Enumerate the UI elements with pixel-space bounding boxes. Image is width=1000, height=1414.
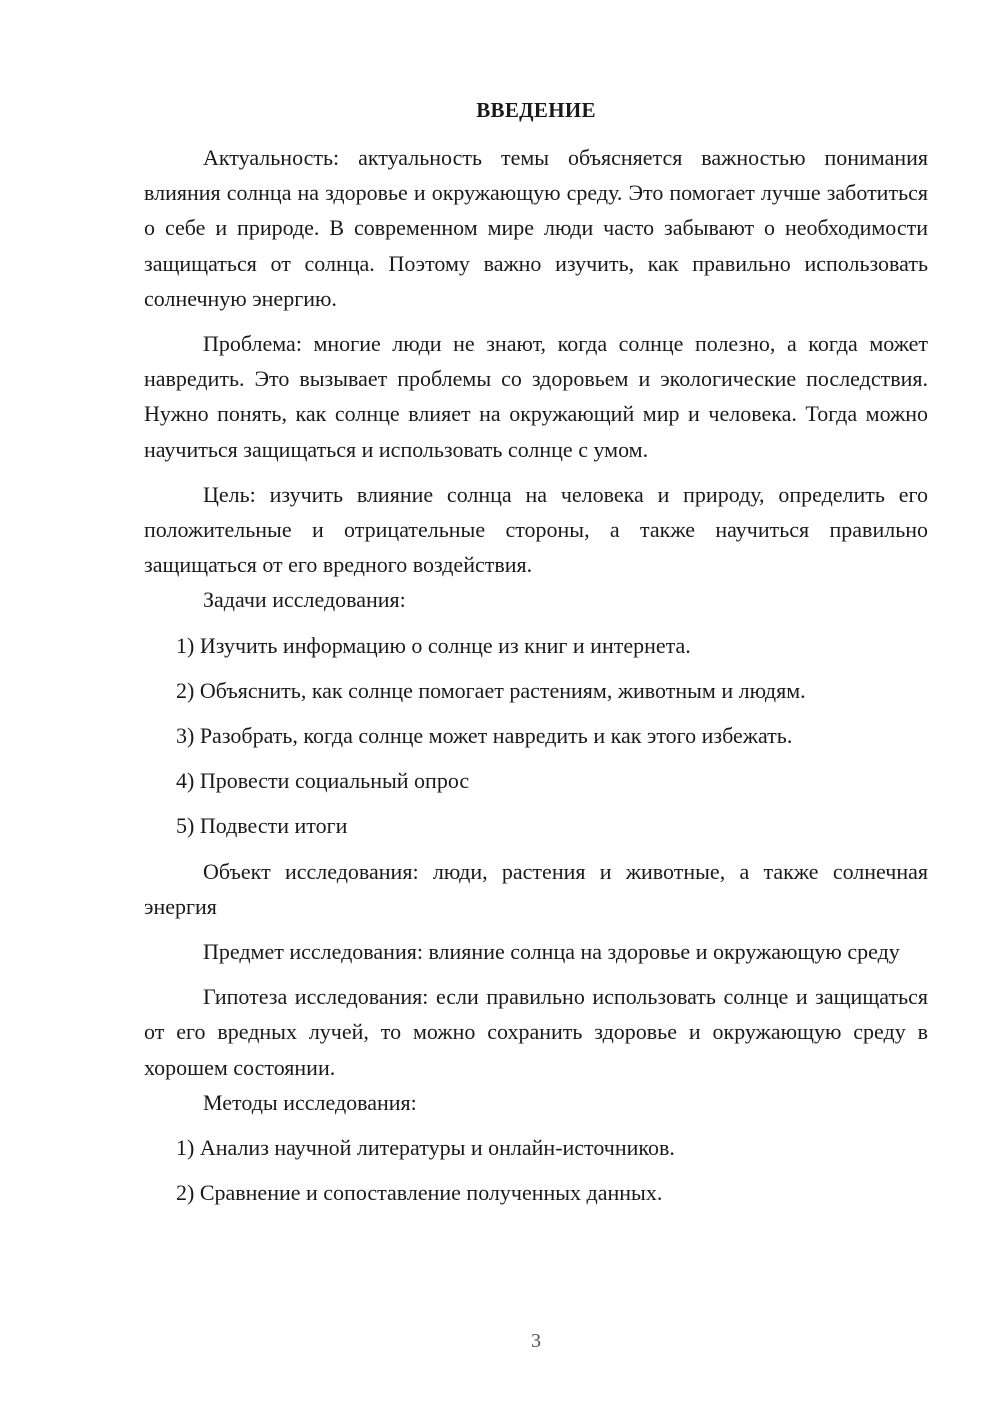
methods-label: Методы исследования: <box>203 1089 417 1115</box>
document-page <box>144 93 928 1210</box>
list-item: 1) Анализ научной литературы и онлайн-источников. <box>176 1135 675 1161</box>
page-number: 3 <box>531 1330 541 1352</box>
problem-paragraph: Проблема: многие люди не знают, когда солнце полезно, а когда может навредить. Это вызывает проблемы со здоровьем и экологические последствия. Нужно понять, как солнце влияет на окружающий мир и человека. Тогда можно научиться защищаться и использовать солнце с умом. <box>144 331 928 462</box>
list-item: 4) Провести социальный опрос <box>176 768 470 794</box>
page-title: ВВЕДЕНИЕ <box>476 98 596 122</box>
list-item: 3) Разобрать, когда солнце может навредить и как этого избежать. <box>176 723 793 749</box>
subject-paragraph: Предмет исследования: влияние солнца на здоровье и окружающую среду <box>203 939 900 965</box>
tasks-label: Задачи исследования: <box>203 587 406 613</box>
list-item: 2) Объяснить, как солнце помогает растениям, животным и людям. <box>176 677 806 703</box>
relevance-paragraph: Актуальность: актуальность темы объясняется важностью понимания влияния солнца на здоровье и окружающую среду. Это помогает лучше заботиться о себе и природе. В современном мире люди часто забывают о необходимости защищаться от солнца. Поэтому важно изучить, как правильно использовать солнечную энергию. <box>144 145 928 311</box>
list-item: 1) Изучить информацию о солнце из книг и интернета. <box>176 632 691 658</box>
object-paragraph: Объект исследования: люди, растения и животные, а также солнечная энергия <box>144 858 928 919</box>
list-item: 2) Сравнение и сопоставление полученных данных. <box>176 1180 663 1206</box>
tasks-list <box>144 628 928 844</box>
methods-list <box>144 1130 928 1210</box>
goal-paragraph: Цель: изучить влияние солнца на человека и природу, определить его положительные и отрицательные стороны, а также научиться правильно защищаться от его вредного воздействия. <box>144 481 928 578</box>
hypothesis-paragraph: Гипотеза исследования: если правильно использовать солнце и защищаться от его вредных лучей, то можно сохранить здоровье и окружающую среду в хорошем состоянии. <box>144 984 928 1080</box>
list-item: 5) Подвести итоги <box>176 813 348 839</box>
